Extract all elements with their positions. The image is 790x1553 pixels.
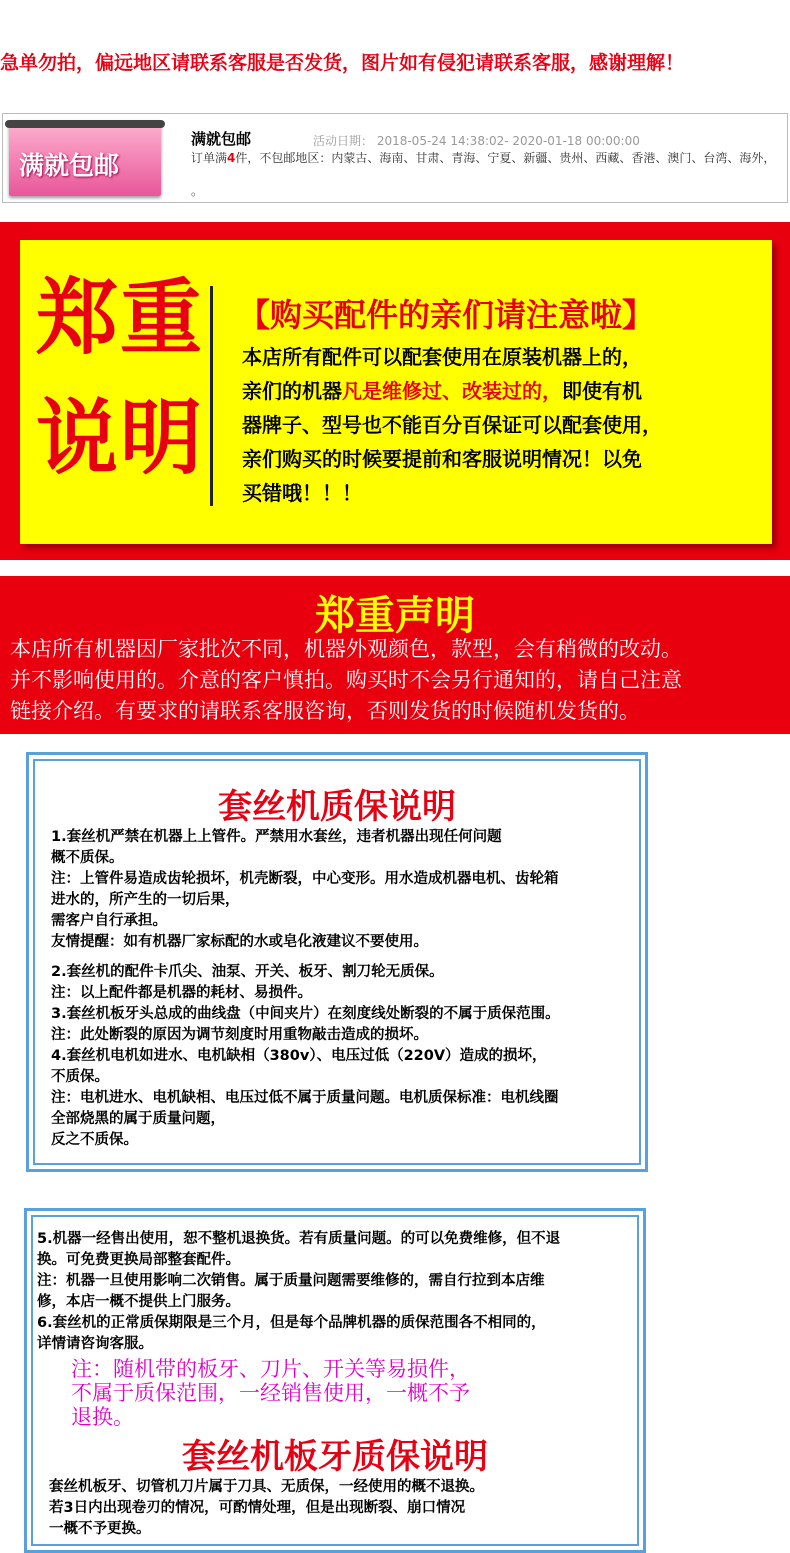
statement-banner	[0, 576, 790, 734]
warranty-line: 概不质保。	[51, 850, 124, 866]
promo-desc-suffix: 件，不包邮地区：内蒙古、海南、甘肃、青海、宁夏、新疆、贵州、西藏、香港、澳门、台湾、海外，	[235, 151, 776, 165]
statement-line: 链接介绍。有要求的请联系客服咨询，否则发货的时候随机发货的。	[10, 699, 640, 723]
warranty-line: 反之不质保。	[51, 1132, 138, 1148]
notice-text: 急单勿拍，偏远地区请联系客服是否发货，图片如有侵犯请联系客服，感谢理解！	[0, 52, 685, 74]
wear-parts-line: 退换。	[71, 1405, 134, 1429]
promo-badge-label: 满就包邮	[19, 151, 120, 180]
warranty-line: 注：电机进水、电机缺相、电压过低不属于质量问题。电机质保标准：电机线圈	[51, 1090, 559, 1106]
warranty-title: 套丝机质保说明	[218, 787, 456, 827]
warranty-line: 注：此处断裂的原因为调节刻度时用重物敲击造成的损坏。	[51, 1027, 428, 1043]
free-shipping-promo	[2, 113, 788, 203]
die-warranty-line: 一概不予更换。	[49, 1521, 151, 1537]
warranty-line: 友情提醒：如有机器厂家标配的水或皂化液建议不要使用。	[51, 934, 428, 950]
accessory-line: 器牌子、型号也不能百分百保证可以配套使用，	[242, 413, 662, 437]
warranty-line: 1.套丝机严禁在机器上上管件。严禁用水套丝，违者机器出现任何问题	[51, 829, 502, 845]
warranty-box-2	[24, 1208, 646, 1553]
vertical-divider	[210, 286, 213, 506]
accessory-line: 买错哦！！！	[242, 481, 362, 505]
statement-line: 并不影响使用的。介意的客户慎拍。购买时不会另行通知的，请自己注意	[10, 668, 682, 692]
die-warranty-title: 套丝机板牙质保说明	[182, 1437, 488, 1477]
die-warranty-line: 若3日内出现卷刃的情况，可酌情处理，但是出现断裂、崩口情况	[49, 1500, 466, 1516]
wear-parts-note	[71, 1357, 470, 1429]
warranty-line: 3.套丝机板牙头总成的曲线盘（中间夹片）在刻度线处断裂的不属于质保范围。	[51, 1006, 560, 1022]
accessory-notice-banner	[0, 222, 790, 560]
statement-line: 本店所有机器因厂家批次不同，机器外观颜色，款型，会有稍微的改动。	[10, 637, 682, 661]
die-warranty-line: 套丝机板牙、切管机刀片属于刀具、无质保，一经使用的概不退换。	[49, 1479, 484, 1495]
warranty-line: 修，本店一概不提供上门服务。	[37, 1294, 240, 1310]
warranty-line: 2.套丝机的配件卡爪尖、油泵、开关、板牙、割刀轮无质保。	[51, 964, 444, 980]
warranty-line: 5.机器一经售出使用，恕不整机退换货。若有质量问题。的可以免费维修，但不退	[37, 1231, 561, 1247]
warranty-line: 进水的，所产生的一切后果，	[51, 892, 240, 908]
warranty-line: 不质保。	[51, 1069, 109, 1085]
warranty-body	[51, 827, 560, 1151]
accessory-line: 亲们购买的时候要提前和客服说明情况！以免	[242, 447, 642, 471]
accessory-line: 亲们的机器凡是维修过、改装过的，即使有机	[242, 379, 642, 403]
promo-date: 活动日期： 2018-05-24 14:38:02- 2020-01-18 00:00:00	[313, 134, 640, 148]
promo-badge	[9, 120, 161, 196]
warranty-line: 需客户自行承担。	[51, 913, 167, 929]
warranty-line: 全部烧黑的属于质量问题，	[51, 1111, 225, 1127]
promo-description	[191, 151, 781, 165]
warranty-line: 注：以上配件都是机器的耗材、易损件。	[51, 985, 312, 1001]
statement-title: 郑重声明	[315, 593, 475, 639]
warranty-line: 详情请咨询客服。	[37, 1336, 153, 1352]
promo-count: 4	[227, 151, 236, 165]
promo-end: 。	[191, 184, 204, 198]
warranty-line: 换。可免费更换局部整套配件。	[37, 1252, 240, 1268]
die-warranty-body	[49, 1477, 484, 1540]
warranty-line: 6.套丝机的正常质保期限是三个月，但是每个品牌机器的质保范围各不相同的，	[37, 1315, 546, 1331]
wear-parts-line: 注：随机带的板牙、刀片、开关等易损件，	[71, 1357, 470, 1381]
accessory-notice-panel	[20, 240, 772, 544]
statement-body	[10, 634, 785, 727]
accessory-heading: 【购买配件的亲们请注意啦】	[238, 296, 655, 334]
warranty-box	[26, 752, 648, 1172]
warranty-line: 注：上管件易造成齿轮损坏，机壳断裂，中心变形。用水造成机器电机、齿轮箱	[51, 871, 559, 887]
promo-desc-prefix: 订单满	[191, 151, 228, 165]
warranty-line: 4.套丝机电机如进水、电机缺相（380v）、电压过低（220V）造成的损坏，	[51, 1048, 547, 1064]
accessory-line: 本店所有配件可以配套使用在原装机器上的，	[242, 345, 642, 369]
accessory-body	[242, 340, 662, 510]
big-title-line2: 说明	[36, 391, 205, 486]
big-title-line1: 郑重	[36, 271, 205, 366]
promo-title: 满就包邮	[191, 130, 252, 148]
wear-parts-line: 不属于质保范围，一经销售使用，一概不予	[71, 1381, 470, 1405]
warranty-body-2	[37, 1229, 560, 1355]
warranty-line: 注：机器一旦使用影响二次销售。属于质量问题需要维修的，需自行拉到本店维	[37, 1273, 545, 1289]
scroll-rod-icon	[5, 120, 165, 128]
